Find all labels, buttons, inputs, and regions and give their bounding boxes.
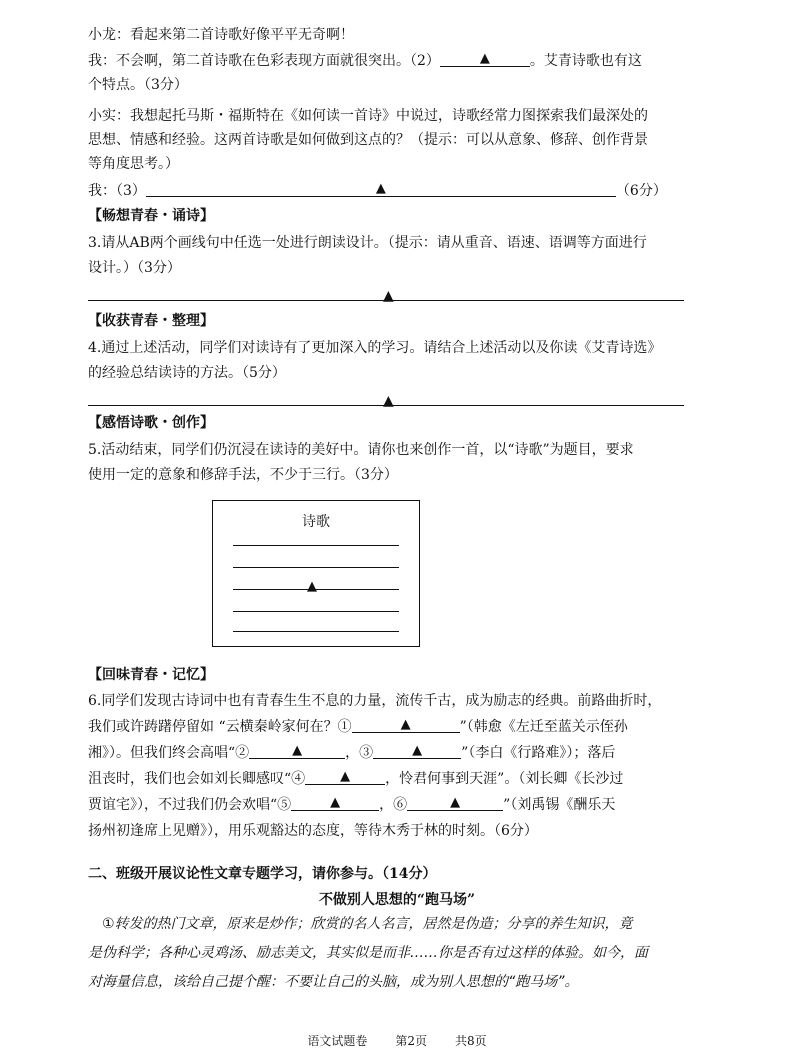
triangle-marker-icon: ▲ [292,743,303,758]
text: ，怜君何事到天涯”。（刘长卿《长沙过 [385,771,624,787]
section-header: 【感悟诗歌・创作】 [88,415,214,431]
triangle-marker-icon: ▲ [383,288,394,304]
question-text [88,768,703,791]
answer-blank-2[interactable] [440,50,530,67]
poem-title: 诗歌 [302,514,330,530]
section-header: 【收获青春・整理】 [88,313,214,329]
poem-writing-box[interactable] [212,500,420,647]
poem-line [233,545,399,546]
poem-line [233,611,399,612]
dialogue-line [88,180,703,203]
text: 我：不会啊，第二首诗歌在色彩表现方面就很突出。（2） [88,53,440,69]
question-text [88,794,703,817]
answer-blank-6-1[interactable] [352,716,460,733]
footer-total: 共8页 [455,1034,487,1048]
dialogue-line: 小龙：看起来第二首诗歌好像平平无奇啊！ [88,27,354,43]
triangle-marker-icon: ▲ [479,51,490,66]
triangle-marker-icon: ▲ [307,579,317,594]
article-line: 是伪科学；各种心灵鸡汤、励志美文，其实似是而非……你是否有过这样的体验。如今，面 [88,945,648,961]
section-header: 【回味青春・记忆】 [88,667,214,683]
text: 湘》）。但我们终会高唱“② [88,745,250,761]
section-header: 【畅想青春・诵诗】 [88,208,214,224]
dialogue-line: 思想、情感和经验。这两首诗歌是如何做到这点的？（提示：可以从意象、修辞、创作背景 [88,132,648,148]
dialogue-line [88,50,703,73]
text: ”（韩愈《左迁至蓝关示侄孙 [459,719,628,735]
text: ”（李白《行路难》）；落后 [461,745,616,761]
part-heading: 二、班级开展议论性文章专题学习，请你参与。（14分） [88,866,437,882]
answer-blank-6-4[interactable] [305,768,385,785]
triangle-marker-icon: ▲ [450,795,461,810]
triangle-marker-icon: ▲ [330,795,341,810]
answer-blank-6-6[interactable] [407,794,503,811]
triangle-marker-icon: ▲ [375,181,386,196]
text: ，③ [345,745,374,761]
answer-blank-6-3[interactable] [373,742,461,759]
question-text: 扬州初逢席上见赠》），用乐观豁达的态度，等待木秀于林的时刻。（6分） [88,823,538,839]
question-text [88,742,703,765]
dialogue-line: 小实：我想起托马斯・福斯特在《如何读一首诗》中说过，诗歌经常力图探索我们最深处的 [88,108,648,124]
poem-line [233,631,399,632]
text: 。艾青诗歌也有这 [529,53,642,69]
text: 我们或许踌躇停留如 “云横秦岭家何在？① [88,719,352,735]
text: ”（刘禹锡《酬乐天 [503,797,616,813]
question-text: 使用一定的意象和修辞手法，不少于三行。（3分） [88,467,398,483]
question-text: 4.通过上述活动，同学们对读诗有了更加深入的学习。请结合上述活动以及你读《艾青诗选》 [88,340,662,356]
article-title: 不做别人思想的“跑马场” [318,892,476,908]
answer-blank-6-2[interactable] [249,742,345,759]
triangle-marker-icon: ▲ [412,743,423,758]
footer-page: 第2页 [395,1034,427,1048]
article-line: ①转发的热门文章，原来是炒作；欣赏的名人名言，居然是伪造；分享的养生知识，竟 [102,916,633,932]
dialogue-line: 等角度思考。） [88,156,179,172]
answer-blank-6-5[interactable] [291,794,379,811]
page-footer [0,1030,794,1053]
question-text: 3.请从AB两个画线句中任选一处进行朗读设计。（提示：请从重音、语速、语调等方面进行 [88,235,647,251]
text: 贾谊宅》），不过我们仍会欢唱“⑤ [88,797,292,813]
question-text: 6.同学们发现古诗词中也有青春生生不息的力量，流传千古，成为励志的经典。前路曲折时， [88,693,662,709]
question-text [88,716,703,739]
triangle-marker-icon: ▲ [400,717,411,732]
triangle-marker-icon: ▲ [383,393,394,409]
article-paragraph [88,910,698,997]
question-text: 设计。）（3分） [88,260,181,276]
dialogue-line: 个特点。（3分） [88,77,188,93]
footer-subject: 语文试题卷 [307,1034,368,1048]
poem-line [233,567,399,568]
text: （6分） [615,183,667,199]
triangle-marker-icon: ▲ [340,769,351,784]
text: ，⑥ [379,797,408,813]
article-line: 对海量信息，该给自己提个醒：不要让自己的头脑，成为别人思想的“跑马场”。 [88,974,579,990]
text: 我：（3） [88,183,146,199]
answer-blank-3[interactable] [146,180,616,197]
question-text: 5.活动结束，同学们仍沉浸在读诗的美好中。请你也来创作一首，以“诗歌”为题目，要求 [88,442,634,458]
question-text: 的经验总结读诗的方法。（5分） [88,365,286,381]
text: 沮丧时，我们也会如刘长卿感叹“④ [88,771,306,787]
